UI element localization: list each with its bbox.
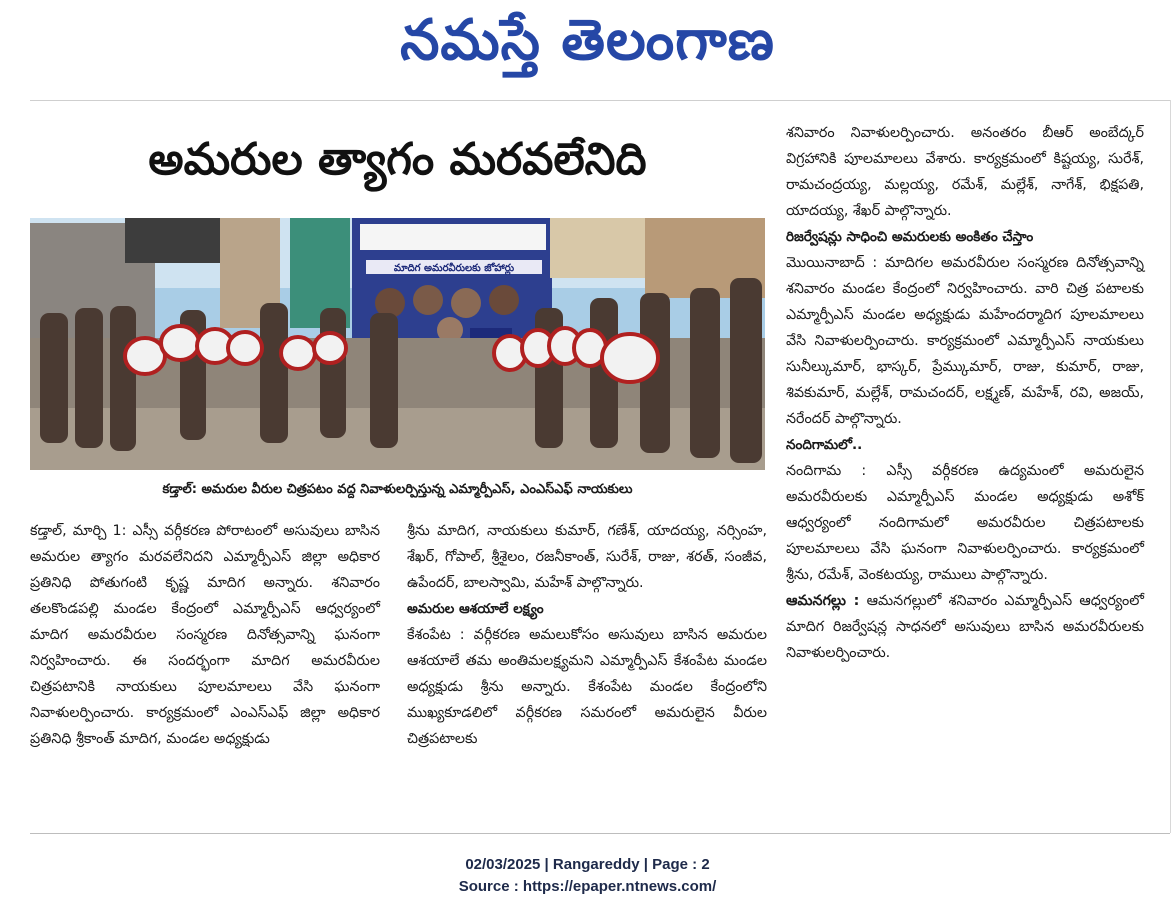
dateline: ఆమనగల్లు : — [786, 593, 860, 609]
footer-edition-info: 02/03/2025 | Rangareddy | Page : 2 — [465, 856, 710, 873]
paragraph: శ్రీను మాదిగ, నాయకులు కుమార్, గణేశ్, యాదయ్య, నర్సింహ, శేఖర్, గోపాల్, శ్రీశైలం, రజనీకాంత్, సురేశ్, రాజు, శరత్, సంజీవ, ఉపేందర్, బాలస్వామి, మహేశ్ పాల్గొన్నారు. — [407, 523, 767, 591]
article-column-2 — [407, 518, 767, 752]
paragraph: నందిగామ : ఎస్సీ వర్గీకరణ ఉద్యమంలో అమరులైన అమరవీరులకు ఎమ్మార్పీఎస్ మండల అధ్యక్షుడు అశోక్ ఆధ్వర్యంలో నందిగామలో అమరవీరుల చిత్రపటాలకు పూలమాలలు వేసి ఘనంగా నివాళులర్పించారు. కార్యక్రమంలో శ్రీను, రమేశ్, వెంకటయ్య, రాములు పాల్గొన్నారు. — [786, 463, 1144, 583]
paragraph — [786, 588, 1144, 666]
page-footer — [0, 854, 1175, 898]
photo-illustration — [30, 218, 765, 470]
article-photo — [30, 218, 765, 470]
divider-top — [30, 100, 1170, 101]
paragraph: కడ్తాల్, మార్చి 1: ఎస్సీ వర్గీకరణ పోరాటంలో అసువులు బాసిన అమరుల త్యాగం మరవలేనిదని ఎమ్మార్పీఎస్ జిల్లా అధికార ప్రతినిధి పోతుగంటి కృష్ణ మాదిగ అన్నారు. శనివారం తలకొండపల్లి మండల కేంద్రంలో ఎమ్మార్పీఎస్ ఆధ్వర్యంలో మాదిగ అమరవీరుల సంస్మరణ దినోత్సవాన్ని ఘనంగా నిర్వహించారు. ఈ సందర్భంగా మాదిగ అమరవీరుల చిత్రపటానికి నాయకులు పూలమాలలు వేసి ఘనంగా నివాళులర్పించారు. కార్యక్రమంలో ఎంఎస్ఎఫ్ జిల్లా అధికార ప్రతినిధి శ్రీకాంత్ మాదిగ, మండల అధ్యక్షుడు — [30, 523, 380, 747]
paragraph: మొయినాబాద్ : మాదిగల అమరవీరుల సంస్మరణ దినోత్సవాన్ని శనివారం మండల కేంద్రంలో నిర్వహించారు. వారి చిత్ర పటాలకు ఎమ్మార్పీఎస్ మండల అధ్యక్షుడు మహేందర్మాదిగ పూలమాలలు వేసి నివాళులర్పించారు. కార్యక్రమంలో ఎమ్మార్పీఎస్ నాయకులు సునీల్కుమార్, భాస్కర్, ప్రేమ్కుమార్, రాజు, కుమార్, రాజు, శివకుమార్, మల్లేశ్, రామచందర్, లక్ష్మణ్, మహేశ్, రవి, అజయ్, నరేందర్ పాల్గొన్నారు. — [786, 255, 1144, 427]
banner-text: మాదిగ అమరవీరులకు జోహార్లు — [393, 263, 515, 274]
footer-source-link[interactable]: Source : https://epaper.ntnews.com/ — [458, 878, 717, 895]
masthead-title: నమస్తే తెలంగాణ — [400, 8, 775, 73]
paragraph-text: ఆమనగల్లులో శనివారం ఎమ్మార్పీఎస్ ఆధ్వర్యంలో మాదిగ రిజర్వేషన్ల సాధనలో అసువులు బాసిన అమరవీరులకు నివాళులర్పించారు. — [786, 593, 1145, 661]
photo-caption: కడ్తాల్: అమరుల వీరుల చిత్రపటం వద్ద నివాళులర్పిస్తున్న ఎమ్మార్పీఎస్, ఎంఎస్ఎఫ్ నాయకులు — [162, 482, 633, 497]
article-column-1 — [30, 518, 380, 752]
article-column-3 — [786, 120, 1144, 666]
masthead — [0, 0, 1175, 82]
paragraph: కేశంపేట : వర్గీకరణ అమలుకోసం అసువులు బాసిన అమరుల ఆశయాలే తమ అంతిమలక్ష్యమని ఎమ్మార్పీఎస్ కేశంపేట మండల అధ్యక్షుడు శ్రీను అన్నారు. కేశంపేట మండల కేంద్రంలోని ముఖ్యకూడలిలో వర్గీకరణ సమరంలో అమరులైన వీరుల చిత్రపటాలకు — [407, 627, 767, 747]
subheading: రిజర్వేషన్లు సాధించి అమరులకు అంకితం చేస్తాం — [786, 229, 1034, 245]
divider-right — [1170, 100, 1171, 833]
divider-bottom — [30, 833, 1170, 834]
paragraph: శనివారం నివాళులర్పించారు. అనంతరం బీఆర్ అంబేద్కర్ విగ్రహానికి పూలమాలలు వేశారు. కార్యక్రమంలో కిష్టయ్య, సురేశ్, రామచంద్రయ్య, మల్లయ్య, రమేశ్, మల్లేశ్, నాగేశ్, భిక్షపతి, యాదయ్య, శేఖర్ పాల్గొన్నారు. — [786, 125, 1144, 219]
article-headline: అమరుల త్యాగం మరవలేనిది — [148, 134, 647, 185]
subheading: నందిగామలో.. — [786, 437, 863, 453]
subheading: అమరుల ఆశయాలే లక్ష్యం — [407, 601, 544, 617]
